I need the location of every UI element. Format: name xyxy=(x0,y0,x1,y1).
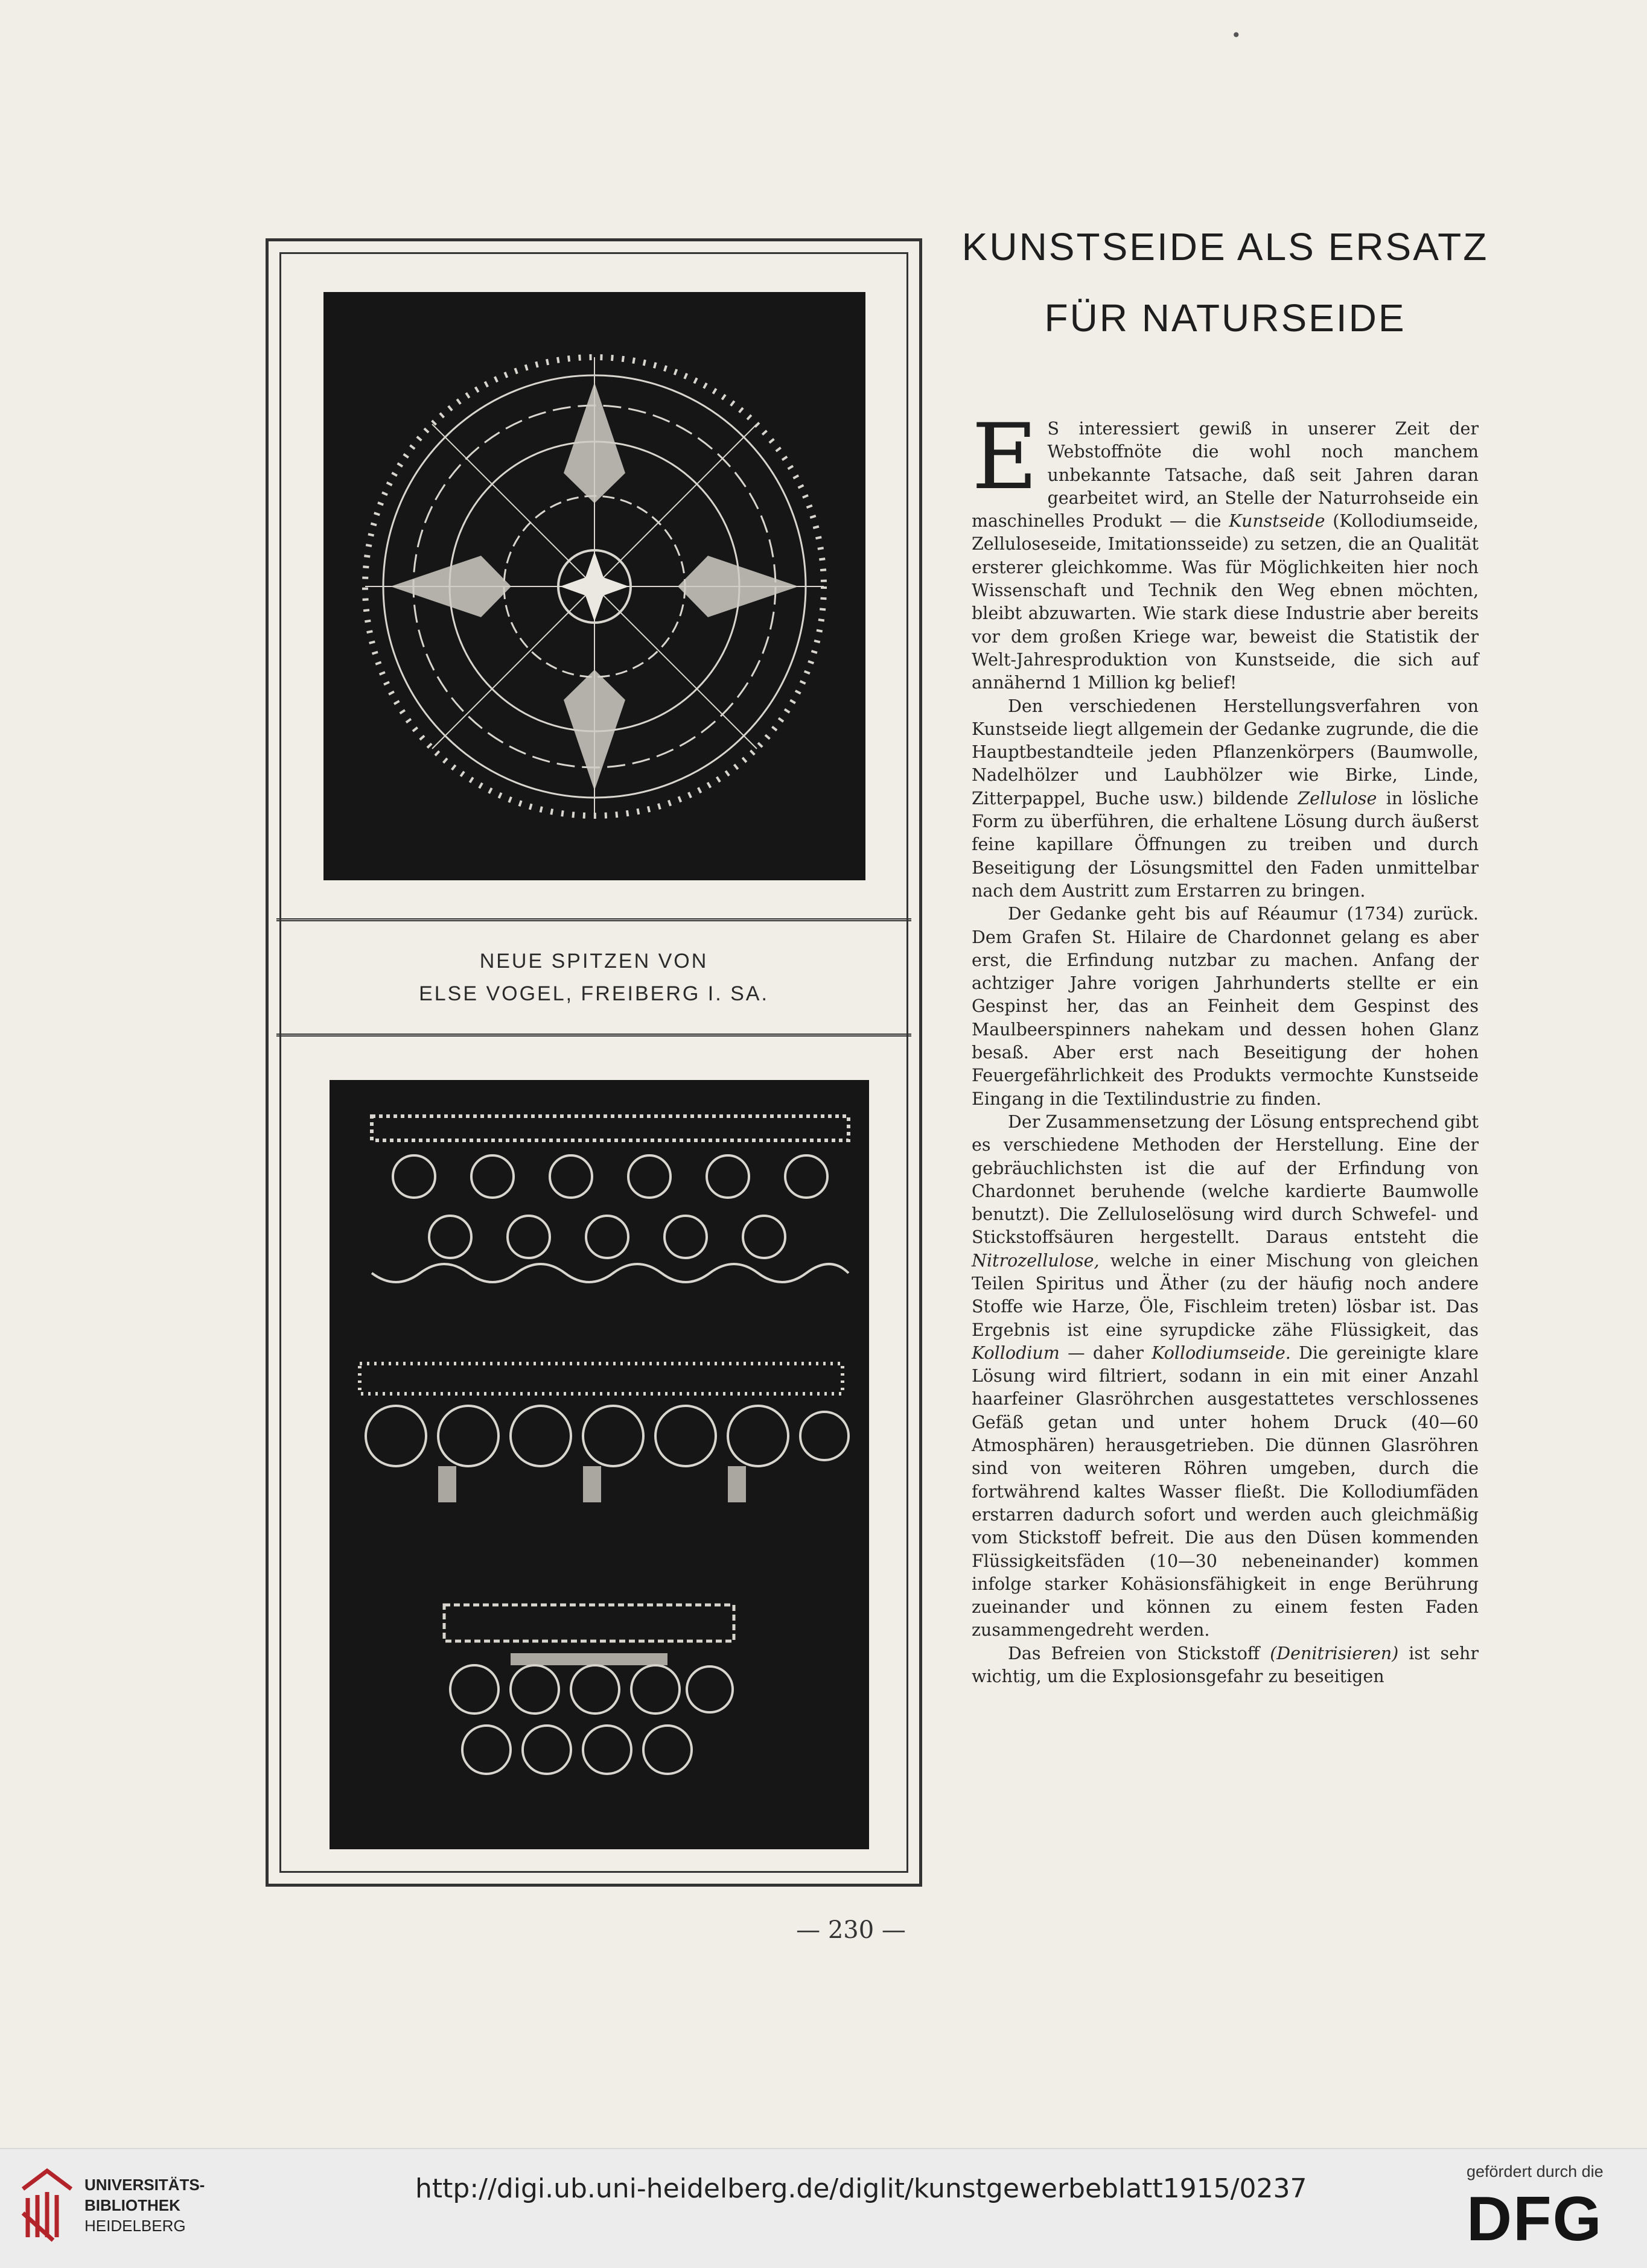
page-number: — 230 — xyxy=(796,1916,906,1944)
lace-doily-illustration xyxy=(323,292,865,880)
dfg-logo[interactable]: DFG xyxy=(1467,2184,1603,2254)
article-body xyxy=(972,405,1479,1688)
drop-cap: E xyxy=(972,405,1038,510)
paragraph-5: Das Befreien von Stickstoff (Denitrisieren) ist sehr wichtig, um die Explosionsgefahr zu beseitigen xyxy=(972,1643,1479,1687)
footer-bar xyxy=(0,2148,1647,2268)
library-logo-text[interactable] xyxy=(84,2174,205,2236)
paragraph-3: Der Gedanke geht bis auf Réaumur (1734) zurück. Dem Grafen St. Hilaire de Chardonnet gelang es aber erst, die Erfindung nutzbar zu machen. Anfang der achtziger Jahre vorigen Jahrhunderts stellte er ein Gespinst her, das an Feinheit dem Gespinst des Maulbeerspinners nahekam und dessen hohen Glanz besaß. Aber erst nach Beseitigung der hohen Feuergefährlichkeit des Produkts vermochte Kunstseide Eingang in die Textilindustrie zu finden. xyxy=(972,904,1479,1109)
article-title-line-2: FÜR NATURSEIDE xyxy=(1044,296,1406,340)
lace-doily-photo xyxy=(323,292,865,880)
corner-mark: • xyxy=(1231,25,1241,45)
permalink-url[interactable]: http://digi.ub.uni-heidelberg.de/diglit/kunstgewerbeblatt1915/0237 xyxy=(415,2173,1307,2204)
lace-borders-illustration xyxy=(330,1080,869,1849)
article-title-line-1: KUNSTSEIDE ALS ERSATZ xyxy=(961,225,1489,268)
lace-borders-photo xyxy=(330,1080,869,1849)
logo-line-2: BIBLIOTHEK xyxy=(84,2196,180,2214)
caption-line-1: NEUE SPITZEN VON xyxy=(479,950,709,973)
logo-line-1: UNIVERSITÄTS- xyxy=(84,2176,205,2194)
funded-by-label: gefördert durch die xyxy=(1467,2162,1604,2181)
paragraph-2: Den verschiedenen Herstellungsverfahren von Kunstseide liegt allgemein der Gedanke zugrunde, die die Hauptbestandteile jeden Pflanzenkörpers (Baumwolle, Nadelhölzer und Laubhölzer wie Birke, Linde, Zitterpappel, Buche usw.) bildende Zellulose in lösliche Form zu überführen, die erhaltene Lösung durch äußerst feine kapillare Öffnungen zu treiben und durch Beseitigung der Lösungsmittel den Faden unmittelbar nach dem Austritt zum Erstarren zu bringen. xyxy=(972,696,1479,901)
paragraph-1: E S interessiert gewiß in unserer Zeit der Webstoffnöte die wohl noch manchem unbekannte Tatsache, daß seit Jahren daran gearbeitet wird, an Stelle der Naturrohseide ein maschinelles Produkt — die Kunstseide (Kollodiumseide, Zelluloseseide, Imitationsseide) zu setzen, die an Qualität ersterer gleichkomme. Was für Möglichkeiten hier noch Wissenschaft und Technik den Weg ebnen möchten, bleibt abzuwarten. Wie stark diese Industrie aber bereits vor dem großen Kriege war, beweist die Statistik der Welt-Jahresproduktion von Kunstseide, die sich auf annähernd 1 Million kg belief! xyxy=(972,405,1479,693)
caption-line-2: ELSE VOGEL, FREIBERG I. SA. xyxy=(419,982,769,1005)
paragraph-4: Der Zusammensetzung der Lösung entsprechend gibt es verschiedene Methoden der Herstellung. Eine der gebräuchlichsten ist die auf der Erfindung von Chardonnet beruhende (welche kardierte Baumwolle benutzt). Die Zelluloselösung wird durch Schwefel- und Stickstoffsäuren hergestellt. Daraus entsteht die Nitrozellulose, welche in einer Mischung von gleichen Teilen Spiritus und Äther (zu der häufig noch andere Stoffe wie Harze, Öle, Fischleim treten) lösbar ist. Das Ergebnis ist eine syrupdicke zähe Flüssigkeit, das Kollodium — daher Kollodiumseide. Die gereinigte klare Lösung wird filtriert, sodann in ein mit einer Anzahl haarfeiner Glasröhrchen ausgestattetes verschlossenes Gefäß getan und unter hohem Druck (40—60 Atmosphären) herausgetrieben. Die dünnen Glasröhren sind von weiteren Röhren umgeben, durch die fortwährend kaltes Wasser fließt. Die Kollodiumfäden erstarren dadurch sofort und werden auch gleichmäßig vom Stickstoff befreit. Die aus den Düsen kommenden Flüssigkeitsfäden (10—30 nebeneinander) kommen infolge starker Kohäsionsfähigkeit in enge Berührung zueinander und können zu einem festen Faden zusammengedreht werden. xyxy=(972,1111,1479,1641)
figure-caption xyxy=(276,918,911,1037)
ub-heidelberg-logo-icon[interactable] xyxy=(17,2165,77,2243)
logo-line-3: HEIDELBERG xyxy=(84,2217,186,2235)
